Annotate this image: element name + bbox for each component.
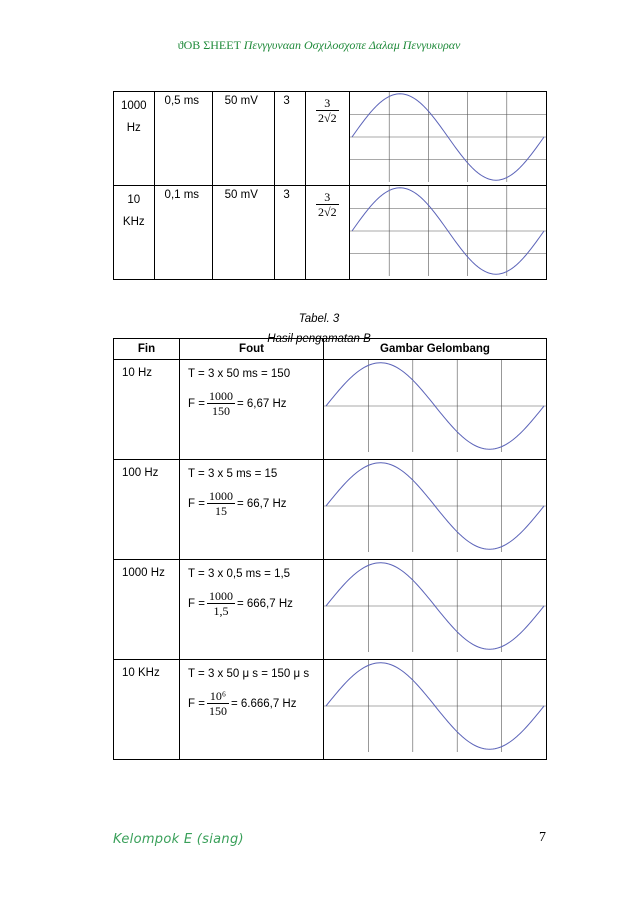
vm-denominator: 2√2	[317, 205, 337, 219]
fout-cell	[180, 360, 324, 460]
waveform-graph	[324, 460, 546, 552]
table-row	[114, 92, 547, 186]
fin-cell: 10 Hz	[114, 360, 180, 460]
vm-cell	[305, 92, 349, 186]
table-row	[114, 560, 547, 660]
fraction-denominator: 150	[211, 404, 230, 418]
vm-numerator: 3	[316, 190, 339, 205]
freq-line	[188, 489, 323, 518]
page-number: 7	[539, 830, 546, 845]
wave-cell	[350, 92, 547, 186]
wave-cell	[324, 360, 547, 460]
freq-result: = 666,7 Hz	[236, 597, 293, 610]
fraction-numerator: 10⁶	[207, 689, 229, 704]
f-prefix: F =	[188, 497, 205, 510]
wave-cell	[350, 186, 547, 280]
freq-line	[188, 589, 323, 618]
vm-denominator: 2√2	[317, 111, 337, 125]
header-fout: Fout	[180, 339, 324, 360]
period-line: T = 3 x 50 μ s = 150 μ s	[188, 668, 310, 680]
footer-group: Kelompok E (siang)	[113, 832, 244, 847]
waveform-graph	[324, 660, 546, 752]
f-prefix: F =	[188, 697, 205, 710]
header-title: Πενγγυναan Οσχιλοσχοπε Δαλαμ Πενγυκυραν	[243, 38, 461, 52]
volt-div-cell: 50 mV	[212, 186, 275, 280]
freq-cell	[114, 92, 155, 186]
measurement-table-a	[113, 91, 547, 280]
period-line: T = 3 x 50 ms = 150	[188, 368, 291, 380]
table-row	[114, 460, 547, 560]
freq-fraction	[207, 489, 235, 518]
div-cell: 3	[275, 186, 305, 280]
wave-cell	[324, 460, 547, 560]
freq-cell	[114, 186, 155, 280]
fraction-denominator: 1,5	[213, 604, 229, 618]
vm-fraction	[316, 96, 339, 125]
fraction-numerator: 1000	[208, 389, 233, 403]
freq-result: = 6.666,7 Hz	[230, 697, 297, 710]
result-table-b	[113, 338, 547, 760]
freq-unit: KHz	[122, 216, 145, 228]
time-div-cell: 0,1 ms	[154, 186, 212, 280]
time-div-cell: 0,5 ms	[154, 92, 212, 186]
header-row	[114, 339, 547, 360]
fraction-denominator: 150	[208, 704, 227, 718]
freq-line	[188, 689, 323, 718]
freq-fraction	[207, 589, 235, 618]
fout-cell	[180, 460, 324, 560]
fin-cell: 10 KHz	[114, 660, 180, 760]
waveform-graph	[324, 560, 546, 652]
page-header	[0, 38, 638, 53]
header-fin: Fin	[114, 339, 180, 360]
freq-result: = 66,7 Hz	[236, 497, 287, 510]
table-title: Tabel. 3	[298, 313, 340, 325]
f-prefix: F =	[188, 397, 205, 410]
freq-value: 1000	[120, 100, 147, 112]
header-wave: Gambar Gelombang	[324, 339, 547, 360]
waveform-graph	[350, 186, 546, 276]
freq-result: = 6,67 Hz	[236, 397, 287, 410]
freq-unit: Hz	[126, 122, 141, 134]
freq-line	[188, 389, 323, 418]
table-subtitle: Hasil pengamatan B	[267, 333, 371, 345]
div-cell: 3	[275, 92, 305, 186]
fout-cell	[180, 660, 324, 760]
freq-value: 10	[127, 194, 141, 206]
vm-cell	[305, 186, 349, 280]
freq-fraction	[207, 389, 235, 418]
table-row	[114, 660, 547, 760]
fraction-denominator: 15	[214, 504, 227, 518]
table-row	[114, 360, 547, 460]
fout-cell	[180, 560, 324, 660]
fin-cell: 1000 Hz	[114, 560, 180, 660]
waveform-graph	[324, 360, 546, 452]
fraction-numerator: 1000	[208, 589, 233, 603]
freq-fraction	[207, 689, 229, 718]
period-line: T = 3 x 5 ms = 15	[188, 468, 278, 480]
wave-cell	[324, 560, 547, 660]
wave-cell	[324, 660, 547, 760]
table-row	[114, 186, 547, 280]
vm-fraction	[316, 190, 339, 219]
waveform-graph	[350, 92, 546, 182]
period-line: T = 3 x 0,5 ms = 1,5	[188, 568, 291, 580]
header-code: ϑΟΒ ΣΗΕΕΤ	[177, 38, 241, 52]
volt-div-cell: 50 mV	[212, 92, 275, 186]
fraction-numerator: 1000	[208, 489, 233, 503]
fin-cell: 100 Hz	[114, 460, 180, 560]
f-prefix: F =	[188, 597, 205, 610]
vm-numerator: 3	[316, 96, 339, 111]
